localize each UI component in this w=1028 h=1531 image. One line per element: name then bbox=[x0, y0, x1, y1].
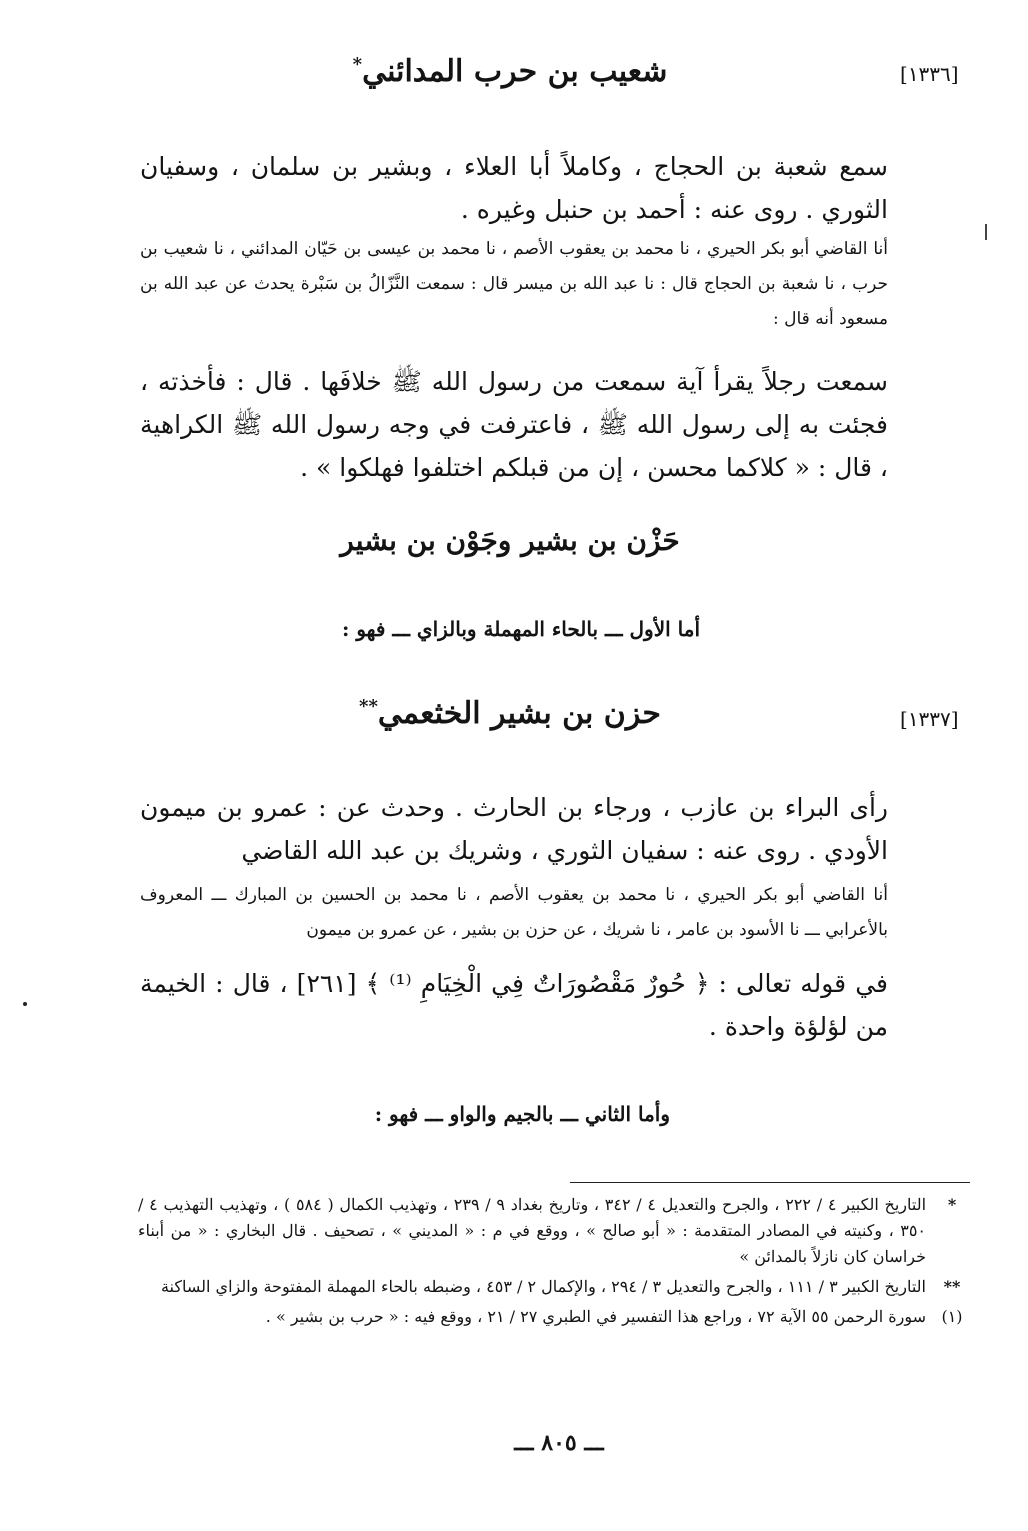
entry-number-1337: [١٣٣٧] bbox=[900, 707, 959, 731]
entry-title-1336 bbox=[330, 54, 690, 89]
entry-title-text: حزن بن بشير الخثعمي bbox=[377, 696, 661, 731]
entry-title-text: شعيب بن حرب المدائني bbox=[362, 54, 668, 89]
footnote-text: التاريخ الكبير ٤ / ٢٢٢ ، والجرح والتعديل ٤ / ٣٤٢ ، وتاريخ بغداد ٩ / ٢٣٩ ، وتهذيب الكمال ( ٥٨٤ ) ، وتهذيب التهذيب ٤ / ٣٥٠ ، وكنيته في المصادر المتقدمة : « أبو صالح » ، ووقع في م : « المديني » ، تصحيف . قال البخاري : « من أبناء خراسان كان نازلاً بالمدائن » bbox=[138, 1195, 927, 1266]
footnote-mark: * bbox=[352, 54, 363, 75]
margin-dot bbox=[23, 1002, 27, 1006]
footnote-mark: (١) bbox=[941, 1307, 963, 1326]
footnote-mark: ** bbox=[943, 1277, 961, 1296]
footnote-text: سورة الرحمن ٥٥ الآية ٧٢ ، وراجع هذا التفسير في الطبري ٢٧ / ٢١ ، ووقع فيه : « حرب بن بشير » . bbox=[265, 1307, 926, 1326]
second-intro: وأما الثاني ـــ بالجيم والواو ـــ فهو : bbox=[374, 1102, 670, 1126]
footnote-2 bbox=[138, 1274, 978, 1300]
footnote-mark: * bbox=[947, 1195, 957, 1214]
first-intro: أما الأول ـــ بالحاء المهملة وبالزاي ـــ فهو : bbox=[341, 617, 700, 641]
footnotes bbox=[138, 1192, 978, 1330]
footnote-1 bbox=[138, 1192, 978, 1270]
footnote-3 bbox=[138, 1304, 978, 1330]
isnad-paragraph-1336: أنا القاضي أبو بكر الحيري ، نا محمد بن يعقوب الأصم ، نا محمد بن عيسى بن حَيّان المدائني ، نا شعيب بن حرب ، نا شعبة بن الحجاج قال : نا عبد الله بن ميسر قال : سمعت النَّزّالُ بن سَبْرة يحدث عن عبد الله بن مسعود أنه قال : bbox=[140, 239, 888, 329]
bio-paragraph-1337: رأى البراء بن عازب ، ورجاء بن الحارث . وحدث عن : عمرو بن ميمون الأودي . روى عنه : سفيان الثوري ، وشريك بن عبد الله القاضي bbox=[140, 793, 888, 865]
hadith-paragraph-1336: سمعت رجلاً يقرأ آية سمعت من رسول الله ﷺ خلافَها . قال : فأخذته ، فجئت به إلى رسول الله ﷺ ، فاعترفت في وجه رسول الله ﷺ الكراهية ، قال : « كلاكما محسن ، إن من قبلكم اختلفوا فهلكوا » . bbox=[140, 367, 888, 482]
entry-number-1336: [١٣٣٦] bbox=[900, 62, 959, 86]
isnad-paragraph-1337: أنا القاضي أبو بكر الحيري ، نا محمد بن يعقوب الأصم ، نا محمد بن الحسين بن المبارك ـــ المعروف بالأعرابي ـــ نا الأسود بن عامر ، نا شريك ، عن حزن بن بشير ، عن عمرو بن ميمون bbox=[140, 885, 888, 940]
section-title: حَزْن بن بشير وجَوْن بن بشير bbox=[340, 524, 680, 557]
tafsir-paragraph-1337: في قوله تعالى : ﴿ حُورٌ مَقْصُورَاتٌ فِي الْخِيَامِ ⁽¹⁾ ﴾ [٢٦١] ، قال : الخيمة من لؤلؤة واحدة . bbox=[140, 969, 888, 1041]
footnote-separator bbox=[570, 1182, 970, 1183]
bio-paragraph-1336: سمع شعبة بن الحجاج ، وكاملاً أبا العلاء ، وبشير بن سلمان ، وسفيان الثوري . روى عنه : أحمد بن حنبل وغيره . bbox=[140, 152, 888, 224]
page-number: ـــ ٨٠٥ ـــ bbox=[514, 1430, 604, 1456]
margin-mark bbox=[985, 224, 987, 240]
footnote-mark: ** bbox=[359, 696, 378, 717]
footnote-text: التاريخ الكبير ٣ / ١١١ ، والجرح والتعديل ٣ / ٢٩٤ ، والإكمال ٢ / ٤٥٣ ، وضبطه بالحاء المهملة المفتوحة والزاي الساكنة bbox=[160, 1277, 926, 1296]
entry-title-1337 bbox=[340, 696, 680, 731]
